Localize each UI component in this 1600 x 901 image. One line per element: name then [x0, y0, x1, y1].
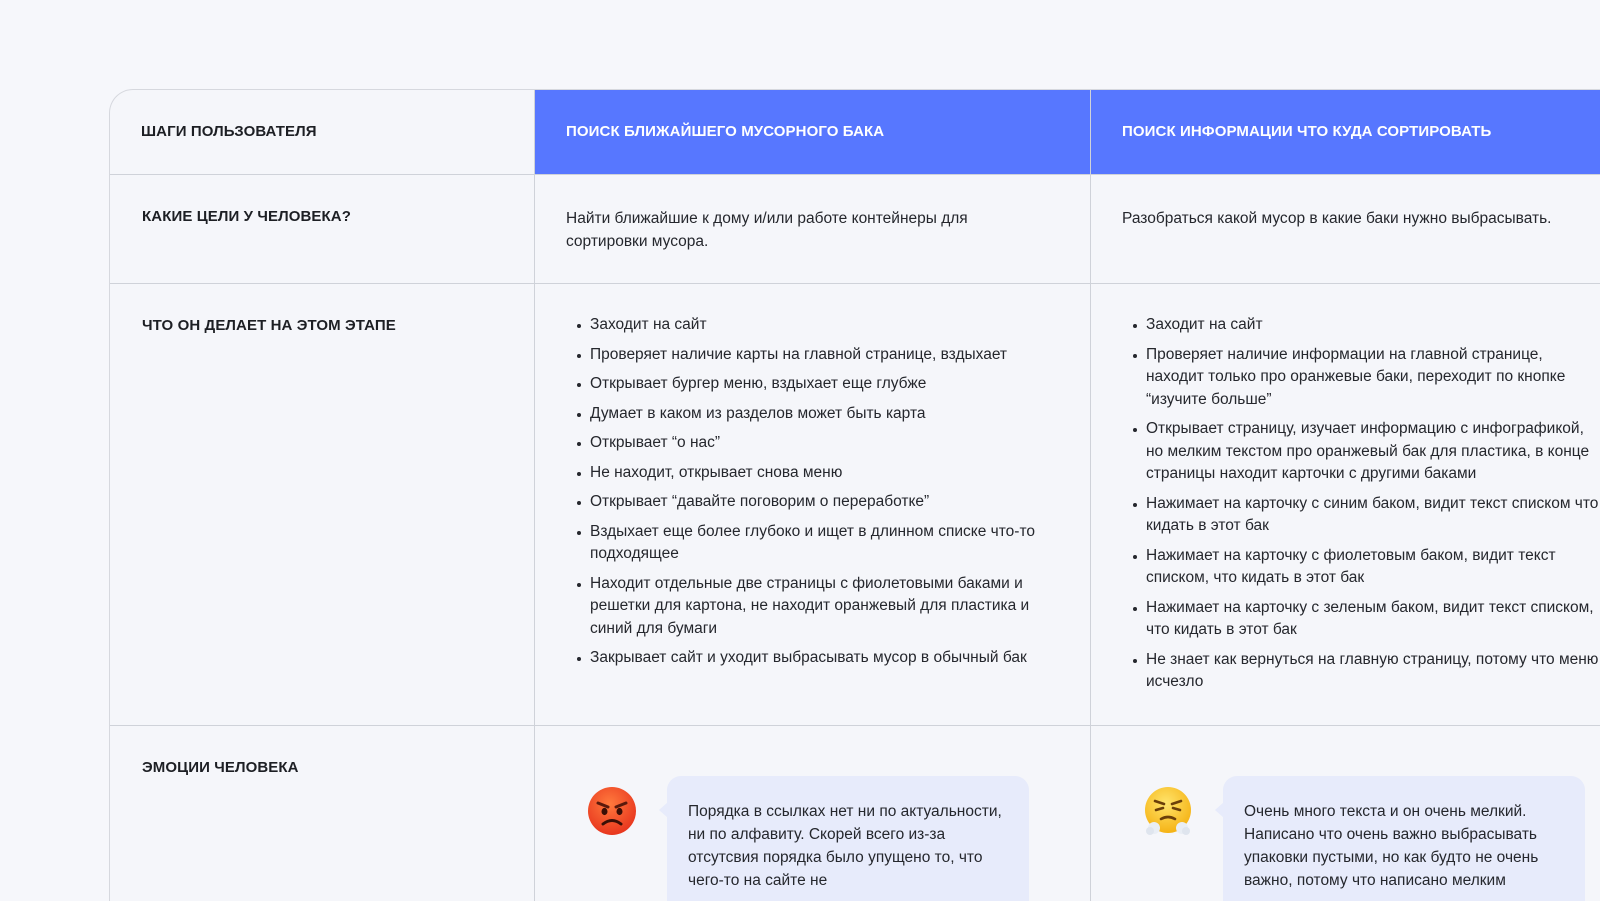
goals-text-b: Разобраться какой мусор в какие баки нужно выбрасывать. [1122, 210, 1552, 227]
actions-cell-a [535, 284, 1090, 725]
list-item: Открывает “давайте поговорим о переработке” [566, 491, 1051, 514]
list-item: Проверяет наличие карты на главной странице, вздыхает [566, 344, 1051, 367]
header-stage-sorting-info [1091, 90, 1600, 174]
goals-text-a: Найти ближайшие к дому и/или работе контейнеры для сортировки мусора. [566, 210, 968, 250]
actions-label: ЧТО ОН ДЕЛАЕТ НА ЭТОМ ЭТАПЕ [142, 317, 396, 334]
header-stage-search-bin [535, 90, 1090, 174]
list-item: Нажимает на карточку с зеленым баком, видит текст списком, что кидать в этот бак [1122, 597, 1600, 642]
list-item: Вздыхает еще более глубоко и ищет в длинном списке что-то подходящее [566, 521, 1051, 566]
column-divider [534, 90, 535, 901]
list-item: Открывает “о нас” [566, 432, 1051, 455]
list-item: Нажимает на карточку с синим баком, видит текст списком что кидать в этот бак [1122, 493, 1600, 538]
list-item: Нажимает на карточку с фиолетовым баком, видит текст списком, что кидать в этот бак [1122, 545, 1600, 590]
goals-label: КАКИЕ ЦЕЛИ У ЧЕЛОВЕКА? [142, 208, 351, 225]
angry-face-icon [587, 786, 637, 836]
header-stage-search-bin-label: ПОИСК БЛИЖАЙШЕГО МУСОРНОГО БАКА [566, 123, 885, 140]
emotion-quote-bubble [1223, 776, 1585, 901]
emotions-cell-a [535, 726, 1090, 901]
list-item: Заходит на сайт [1122, 314, 1600, 337]
customer-journey-table [109, 89, 1600, 901]
goals-label-cell [110, 175, 534, 283]
emotion-quote-bubble [667, 776, 1029, 901]
actions-cell-b [1091, 284, 1600, 725]
list-item: Открывает страницу, изучает информацию с инфографикой, но мелким текстом про оранжевый бак для пластика, в конце страницы находит карточки с другими баками [1122, 418, 1600, 486]
row-divider [110, 174, 1600, 175]
emotion-quote-text: Порядка в ссылках нет ни по актуальности, ни по алфавиту. Скорей всего из-за отсутсвия порядка было упущено то, что чего-то на сайте не [688, 803, 1002, 889]
list-item: Заходит на сайт [566, 314, 1051, 337]
list-item: Находит отдельные две страницы с фиолетовыми баками и решетки для картона, не находит оранжевый для пластика и синий для бумаги [566, 573, 1051, 641]
list-item: Открывает бургер меню, вздыхает еще глубже [566, 373, 1051, 396]
goals-cell-b [1091, 175, 1600, 283]
actions-list-a [566, 314, 1051, 677]
goals-cell-a [535, 175, 1090, 283]
list-item: Не знает как вернуться на главную страницу, потому что меню исчезло [1122, 649, 1600, 694]
row-divider [110, 725, 1600, 726]
actions-list-b [1122, 314, 1600, 701]
list-item: Проверяет наличие информации на главной странице, находит только про оранжевые баки, переходит по кнопке “изучите больше” [1122, 344, 1600, 412]
list-item: Думает в каком из разделов может быть карта [566, 403, 1051, 426]
header-row-label: ШАГИ ПОЛЬЗОВАТЕЛЯ [141, 123, 317, 140]
emotion-quote-text: Очень много текста и он очень мелкий. Написано что очень важно выбрасывать упаковки пустыми, но как будто не очень важно, потому что написано мелким [1244, 803, 1539, 889]
list-item: Закрывает сайт и уходит выбрасывать мусор в обычный бак [566, 647, 1051, 670]
steam-from-nose-face-icon [1143, 786, 1193, 836]
header-row-label-cell [110, 90, 534, 174]
emotions-label: ЭМОЦИИ ЧЕЛОВЕКА [142, 759, 299, 776]
list-item: Не находит, открывает снова меню [566, 462, 1051, 485]
emotions-label-cell [110, 726, 534, 901]
row-divider [110, 283, 1600, 284]
emotions-cell-b [1091, 726, 1600, 901]
header-stage-sorting-info-label: ПОИСК ИНФОРМАЦИИ ЧТО КУДА СОРТИРОВАТЬ [1122, 123, 1492, 140]
column-divider [1090, 90, 1091, 901]
actions-label-cell [110, 284, 534, 725]
